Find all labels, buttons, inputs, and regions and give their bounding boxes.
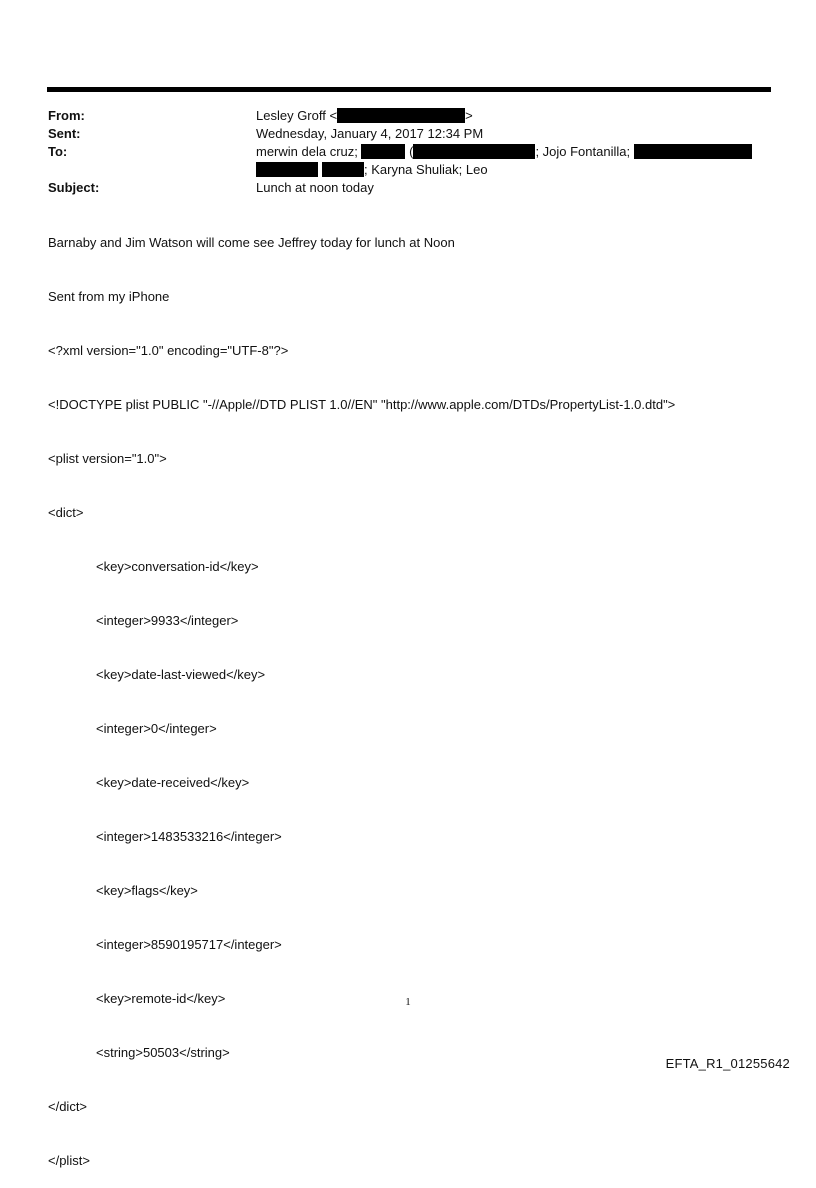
page-number: 1	[405, 996, 411, 1008]
to-row-continued	[48, 161, 768, 179]
dict-open: <dict>	[48, 505, 84, 520]
plist-entry: <key>flags</key>	[96, 883, 198, 898]
from-row	[48, 107, 768, 125]
to-row	[48, 143, 768, 161]
plist-entry: <integer>8590195717</integer>	[96, 937, 282, 952]
plist-open: <plist version="1.0">	[48, 451, 167, 466]
plist-close: </plist>	[48, 1153, 90, 1168]
signature: Sent from my iPhone	[48, 289, 170, 304]
doctype-line: <!DOCTYPE plist PUBLIC "-//Apple//DTD PLIST 1.0//EN" "http://www.apple.com/DTDs/PropertyList-1.0.dtd">	[48, 397, 676, 412]
redaction-box	[256, 162, 318, 177]
redaction-box	[322, 162, 364, 177]
plist-entry: <integer>0</integer>	[96, 721, 217, 736]
to-recipient-2: ; Jojo Fontanilla;	[535, 144, 634, 159]
from-label: From:	[48, 108, 85, 123]
plist-entry: <key>remote-id</key>	[96, 991, 226, 1006]
redaction-box	[413, 144, 535, 159]
plist-block	[48, 306, 675, 1188]
to-label: To:	[48, 144, 68, 159]
to-paren: (	[405, 144, 414, 159]
plist-entry: <key>conversation-id</key>	[96, 559, 259, 574]
header-rule	[47, 87, 771, 92]
sent-value: Wednesday, January 4, 2017 12:34 PM	[256, 126, 484, 141]
sent-row	[48, 125, 768, 143]
redaction-box	[634, 144, 752, 159]
to-recipient-3: ; Karyna Shuliak; Leo	[364, 162, 488, 177]
to-value-line1	[256, 143, 752, 161]
plist-entry: <integer>1483533216</integer>	[96, 829, 282, 844]
xml-declaration: <?xml version="1.0" encoding="UTF-8"?>	[48, 343, 289, 358]
plist-entry: <key>date-received</key>	[96, 775, 250, 790]
to-recipient-1: merwin dela cruz;	[256, 144, 362, 159]
redaction-box	[361, 144, 405, 159]
plist-entry: <key>date-last-viewed</key>	[96, 667, 266, 682]
from-value	[256, 107, 473, 125]
sent-label: Sent:	[48, 126, 81, 141]
from-bracket: >	[465, 108, 473, 123]
email-header	[48, 107, 768, 197]
from-name: Lesley Groff <	[256, 108, 338, 123]
redaction-box	[337, 108, 465, 123]
dict-close: </dict>	[48, 1099, 88, 1114]
subject-row	[48, 179, 768, 197]
message-body: Barnaby and Jim Watson will come see Jeffrey today for lunch at Noon	[48, 235, 455, 250]
plist-entry: <string>50503</string>	[96, 1045, 230, 1060]
subject-value: Lunch at noon today	[256, 180, 374, 195]
subject-label: Subject:	[48, 180, 100, 195]
to-value-line2	[256, 161, 488, 179]
document-id: EFTA_R1_01255642	[665, 1056, 790, 1071]
plist-entry: <integer>9933</integer>	[96, 613, 239, 628]
